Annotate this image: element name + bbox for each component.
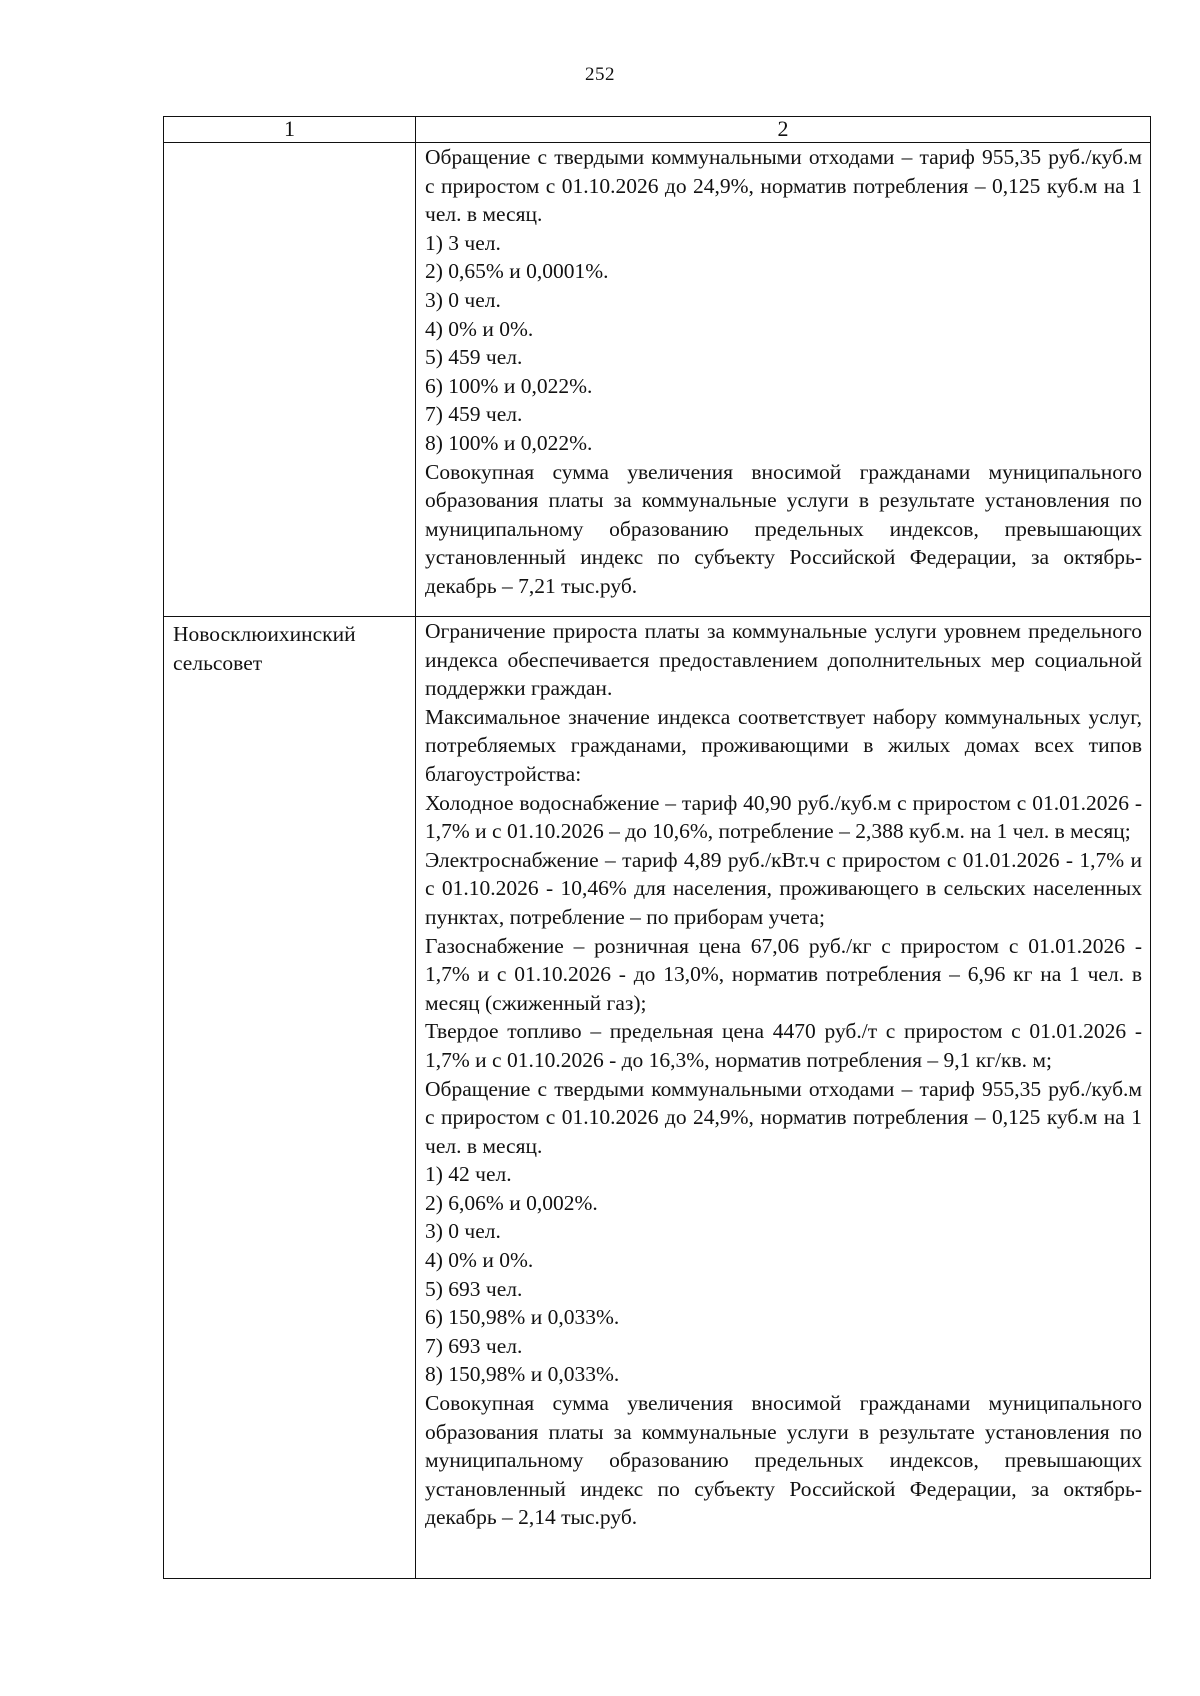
column-header-2: 2 [416, 117, 1151, 143]
description-cell [416, 143, 1151, 617]
list-item: 1) 3 чел. [425, 230, 501, 255]
limit-paragraph: Ограничение прироста платы за коммунальные услуги уровнем предельного индекса обеспечивается предоставлением дополнительных мер социальной поддержки граждан. [425, 619, 1142, 701]
tariff-table [163, 116, 1151, 1579]
gas-paragraph: Газоснабжение – розничная цена 67,06 руб./кг с приростом с 01.01.2026 - 1,7% и с 01.10.2026 - до 13,0%, норматив потребления – 6,96 кг на 1 чел. в месяц (сжиженный газ); [425, 933, 1142, 1015]
tko-paragraph: Обращение с твердыми коммунальными отходами – тариф 955,35 руб./куб.м с приростом с 01.10.2026 до 24,9%, норматив потребления – 0,125 куб.м на 1 чел. в месяц. [425, 1076, 1142, 1158]
water-paragraph: Холодное водоснабжение – тариф 40,90 руб./куб.м с приростом с 01.01.2026 - 1,7% и с 01.10.2026 – до 10,6%, потребление – 2,388 куб.м. на 1 чел. в месяц; [425, 790, 1142, 844]
summary-paragraph: Совокупная сумма увеличения вносимой гражданами муниципального образования платы за коммунальные услуги в результате установления по муниципальному образованию предельных индексов, превышающих установленный индекс по субъекту Российской Федерации, за октябрь-декабрь – 7,21 тыс.руб. [425, 459, 1142, 598]
list-item: 8) 100% и 0,022%. [425, 430, 593, 455]
table-row [164, 143, 1151, 617]
list-item: 2) 0,65% и 0,0001%. [425, 259, 609, 284]
list-item: 5) 693 чел. [425, 1276, 523, 1301]
list-item: 2) 6,06% и 0,002%. [425, 1190, 598, 1215]
list-item: 4) 0% и 0%. [425, 316, 534, 341]
page-number: 252 [585, 64, 615, 85]
tko-paragraph: Обращение с твердыми коммунальными отходами – тариф 955,35 руб./куб.м с приростом с 01.10.2026 до 24,9%, норматив потребления – 0,125 куб.м на 1 чел. в месяц. [425, 145, 1142, 227]
list-item: 5) 459 чел. [425, 345, 523, 370]
list-item: 4) 0% и 0%. [425, 1248, 534, 1273]
list-item: 1) 42 чел. [425, 1162, 512, 1187]
column-header-1: 1 [164, 117, 416, 143]
list-item: 3) 0 чел. [425, 287, 501, 312]
summary-paragraph: Совокупная сумма увеличения вносимой гражданами муниципального образования платы за коммунальные услуги в результате установления по муниципальному образованию предельных индексов, превышающих установленный индекс по субъекту Российской Федерации, за октябрь-декабрь – 2,14 тыс.руб. [425, 1391, 1142, 1530]
municipality-cell: Новосклюихинский сельсовет [164, 617, 416, 1579]
municipality-cell [164, 143, 416, 617]
list-item: 7) 693 чел. [425, 1333, 523, 1358]
electricity-paragraph: Электроснабжение – тариф 4,89 руб./кВт.ч с приростом с 01.01.2026 - 1,7% и с 01.10.2026 - 10,46% для населения, проживающего в сельских населенных пунктах, потребление – по приборам учета; [425, 847, 1142, 929]
table-header-row [164, 117, 1151, 143]
solid-fuel-paragraph: Твердое топливо – предельная цена 4470 руб./т с приростом с 01.01.2026 - 1,7% и с 01.10.2026 - до 16,3%, норматив потребления – 9,1 кг/кв. м; [425, 1019, 1142, 1072]
table-row [164, 617, 1151, 1579]
list-item: 6) 100% и 0,022%. [425, 373, 593, 398]
list-item: 3) 0 чел. [425, 1219, 501, 1244]
list-item: 7) 459 чел. [425, 402, 523, 427]
list-item: 8) 150,98% и 0,033%. [425, 1362, 620, 1387]
list-item: 6) 150,98% и 0,033%. [425, 1305, 620, 1330]
max-index-paragraph: Максимальное значение индекса соответствует набору коммунальных услуг, потребляемых гражданами, проживающими в жилых домах всех типов благоустройства: [425, 704, 1142, 786]
description-cell [416, 617, 1151, 1579]
